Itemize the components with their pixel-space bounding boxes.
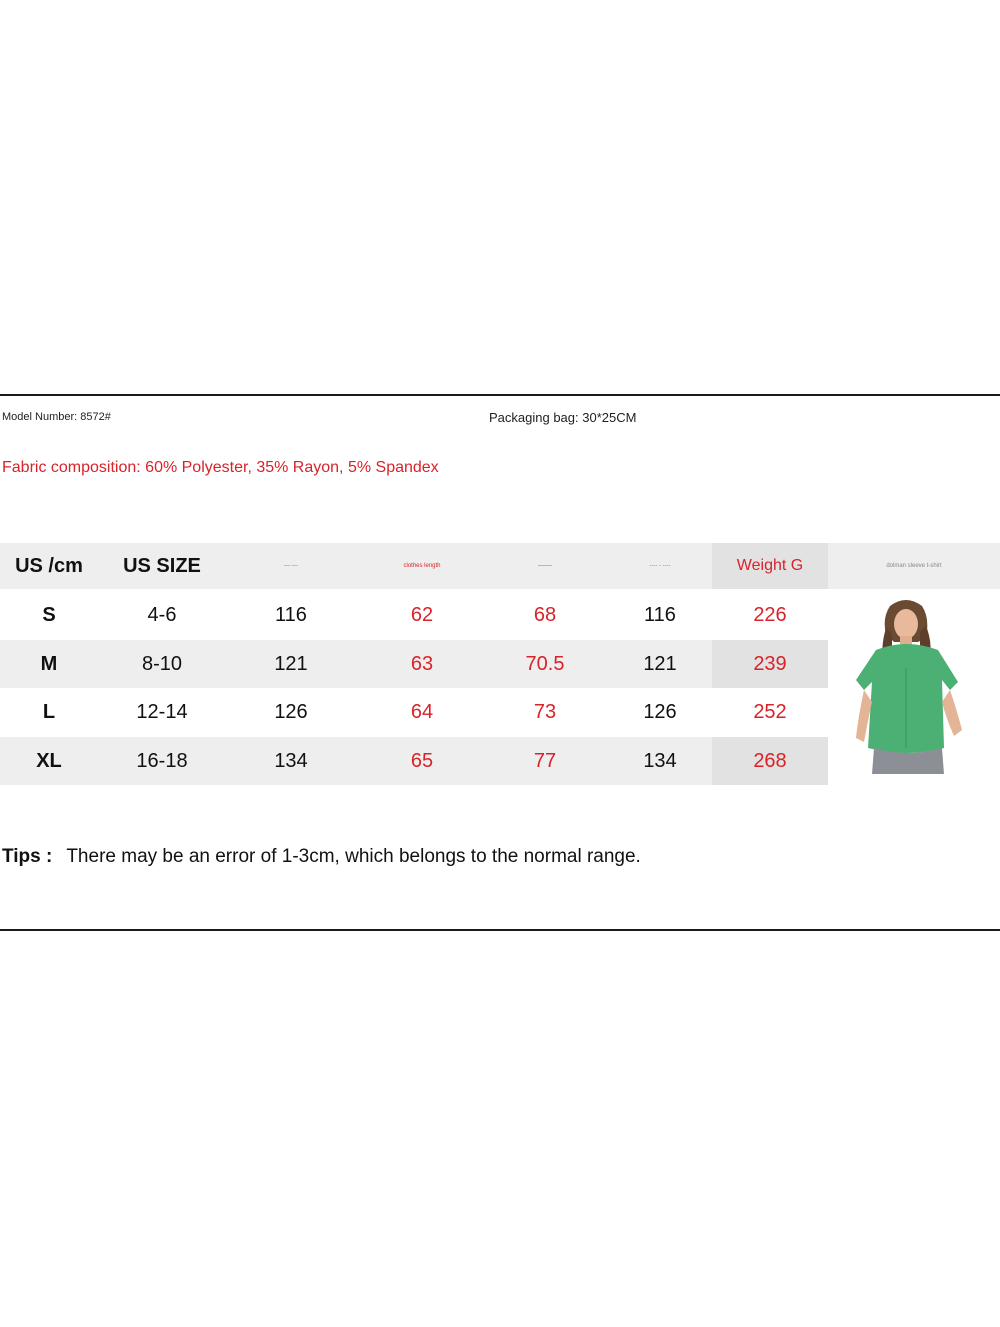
measure-cell: 121	[643, 652, 677, 675]
row-shade	[0, 640, 712, 688]
measure-cell: 126	[643, 700, 677, 723]
measure-cell: 134	[643, 749, 677, 772]
length-cell: 65	[410, 749, 434, 772]
bottom-divider	[0, 929, 1000, 931]
measure-cell: 126	[274, 700, 308, 723]
measure-cell: 77	[533, 749, 557, 772]
header-shade	[0, 543, 712, 589]
tips-label: Tips :	[2, 846, 53, 867]
header-clothes-length: clothes length	[403, 563, 441, 569]
us-size-cell: 16-18	[136, 749, 188, 772]
weight-cell: 239	[753, 652, 787, 675]
weight-cell: 226	[753, 603, 787, 626]
fabric-composition: Fabric composition: 60% Polyester, 35% Rayon, 5% Spandex	[2, 459, 439, 476]
size-cell: M	[40, 652, 58, 675]
measure-cell: 121	[274, 652, 308, 675]
header-col-5: -------	[538, 563, 552, 569]
size-cell: XL	[36, 749, 62, 772]
table-header-row	[0, 543, 1000, 589]
length-cell: 62	[410, 603, 434, 626]
size-cell: L	[42, 700, 56, 723]
length-cell: 63	[410, 652, 434, 675]
weight-cell: 268	[753, 749, 787, 772]
product-photo	[846, 598, 968, 774]
row-shade	[0, 737, 712, 785]
packaging-info: Packaging bag: 30*25CM	[489, 410, 637, 425]
top-divider	[0, 394, 1000, 396]
weight-cell: 252	[753, 700, 787, 723]
length-cell: 64	[410, 700, 434, 723]
header-product-name: dolman sleeve t-shirt	[886, 563, 942, 569]
measure-cell: 70.5	[525, 652, 565, 675]
tips-text: There may be an error of 1-3cm, which belongs to the normal range.	[66, 846, 641, 867]
header-col-3: —·—	[284, 563, 298, 569]
size-cell: S	[42, 603, 56, 626]
header-us-cm: US /cm	[15, 554, 83, 577]
measure-cell: 73	[533, 700, 557, 723]
model-number: Model Number: 8572#	[2, 411, 111, 423]
measure-cell: 134	[274, 749, 308, 772]
header-weight: Weight G	[736, 557, 804, 574]
us-size-cell: 12-14	[136, 700, 188, 723]
header-us-size: US SIZE	[123, 554, 201, 577]
header-col-6: ---- - ----	[649, 563, 671, 569]
us-size-cell: 4-6	[147, 603, 177, 626]
measure-cell: 116	[644, 603, 676, 626]
tips-note	[2, 846, 641, 868]
us-size-cell: 8-10	[141, 652, 183, 675]
measure-cell: 68	[533, 603, 557, 626]
measure-cell: 116	[275, 603, 307, 626]
